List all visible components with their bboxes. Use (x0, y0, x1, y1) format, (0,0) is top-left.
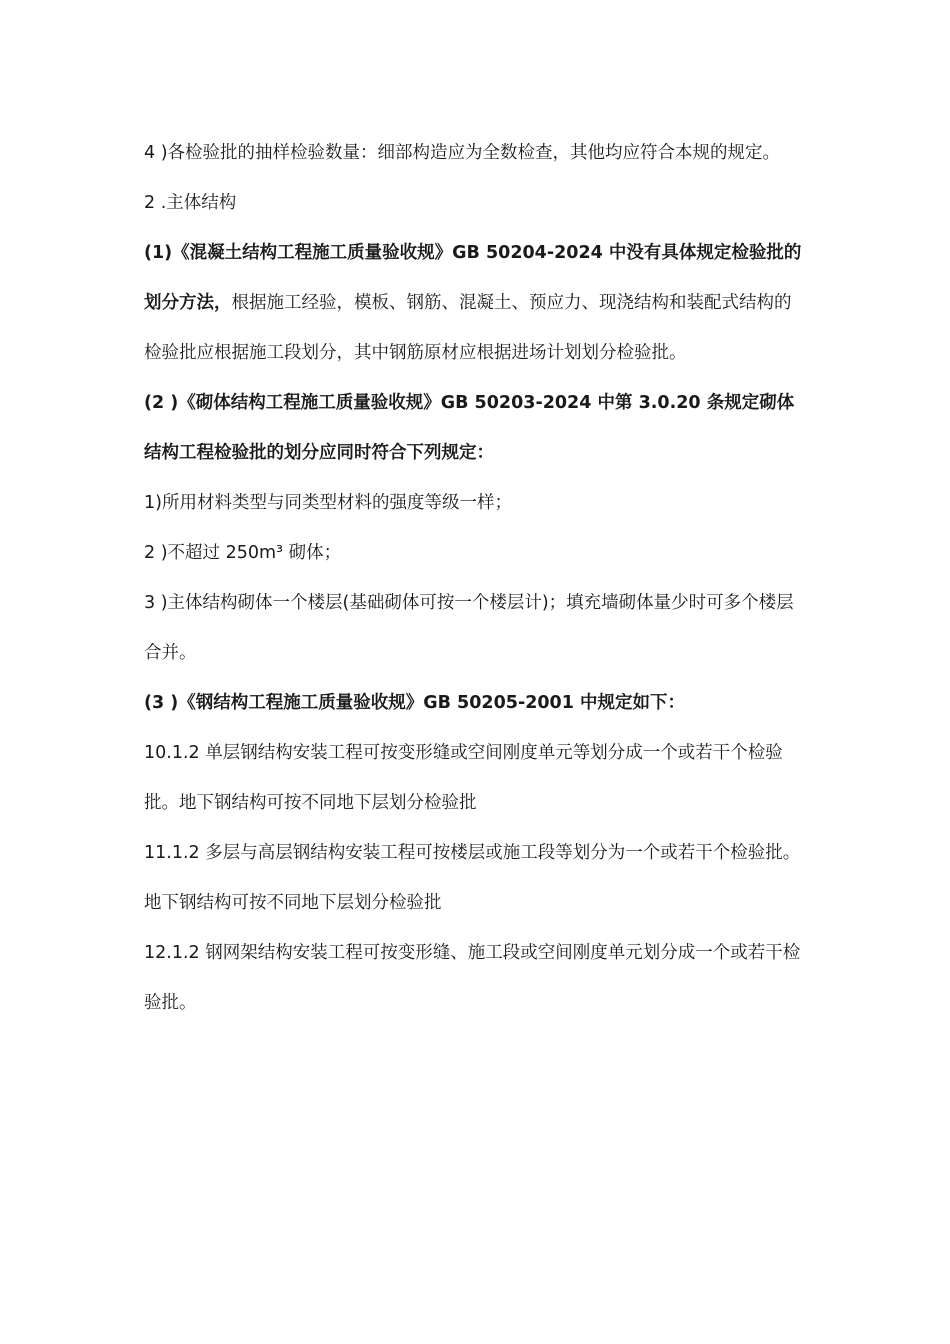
paragraph-text: 根据施工经验，模板、钢筋、混凝土、预应力、现浇结构和装配式结构的检验批应根据施工段划分，其中钢筋原材应根据进场计划划分检验批。 (144, 293, 792, 363)
clause-11-1-2 (144, 828, 806, 928)
paragraph-sampling-quantity (144, 128, 806, 178)
clause-text: 12.1.2 钢网架结构安装工程可按变形缝、施工段或空间刚度单元划分成一个或若干检验批。 (144, 943, 801, 1013)
document-body (144, 128, 806, 1028)
list-item-floor-division (144, 578, 806, 678)
bold-paragraph-text: (3 )《钢结构工程施工质量验收规》GB 50205-2001 中规定如下： (144, 693, 686, 713)
clause-10-1-2 (144, 728, 806, 828)
paragraph-text: 4 )各检验批的抽样检验数量：细部构造应为全数检查，其他均应符合本规的规定。 (144, 143, 781, 163)
bold-lead-text: (1)《混凝土结构工程施工质量验收规》GB 50204-2024 中没有具体规定检验批的划分方法， (144, 243, 802, 313)
list-item-text: 3 )主体结构砌体一个楼层(基础砌体可按一个楼层计)；填充墙砌体量少时可多个楼层合并。 (144, 593, 794, 663)
list-item-volume-limit (144, 528, 806, 578)
clause-text: 10.1.2 单层钢结构安装工程可按变形缝或空间刚度单元等划分成一个或若干个检验批。地下钢结构可按不同地下层划分检验批 (144, 743, 783, 813)
list-item-text: 2 )不超过 250m³ 砌体； (144, 543, 342, 563)
clause-12-1-2 (144, 928, 806, 1028)
clause-text: 11.1.2 多层与高层钢结构安装工程可按楼层或施工段等划分为一个或若干个检验批。地下钢结构可按不同地下层划分检验批 (144, 843, 801, 913)
bold-paragraph-text: (2 )《砌体结构工程施工质量验收规》GB 50203-2024 中第 3.0.20 条规定砌体结构工程检验批的划分应同时符合下列规定： (144, 393, 795, 463)
heading-text: 2 .主体结构 (144, 193, 237, 213)
paragraph-concrete-standard (144, 228, 806, 378)
paragraph-masonry-standard (144, 378, 806, 478)
list-item-text: 1)所用材料类型与同类型材料的强度等级一样； (144, 493, 512, 513)
paragraph-steel-standard (144, 678, 806, 728)
heading-main-structure (144, 178, 806, 228)
list-item-material-type (144, 478, 806, 528)
